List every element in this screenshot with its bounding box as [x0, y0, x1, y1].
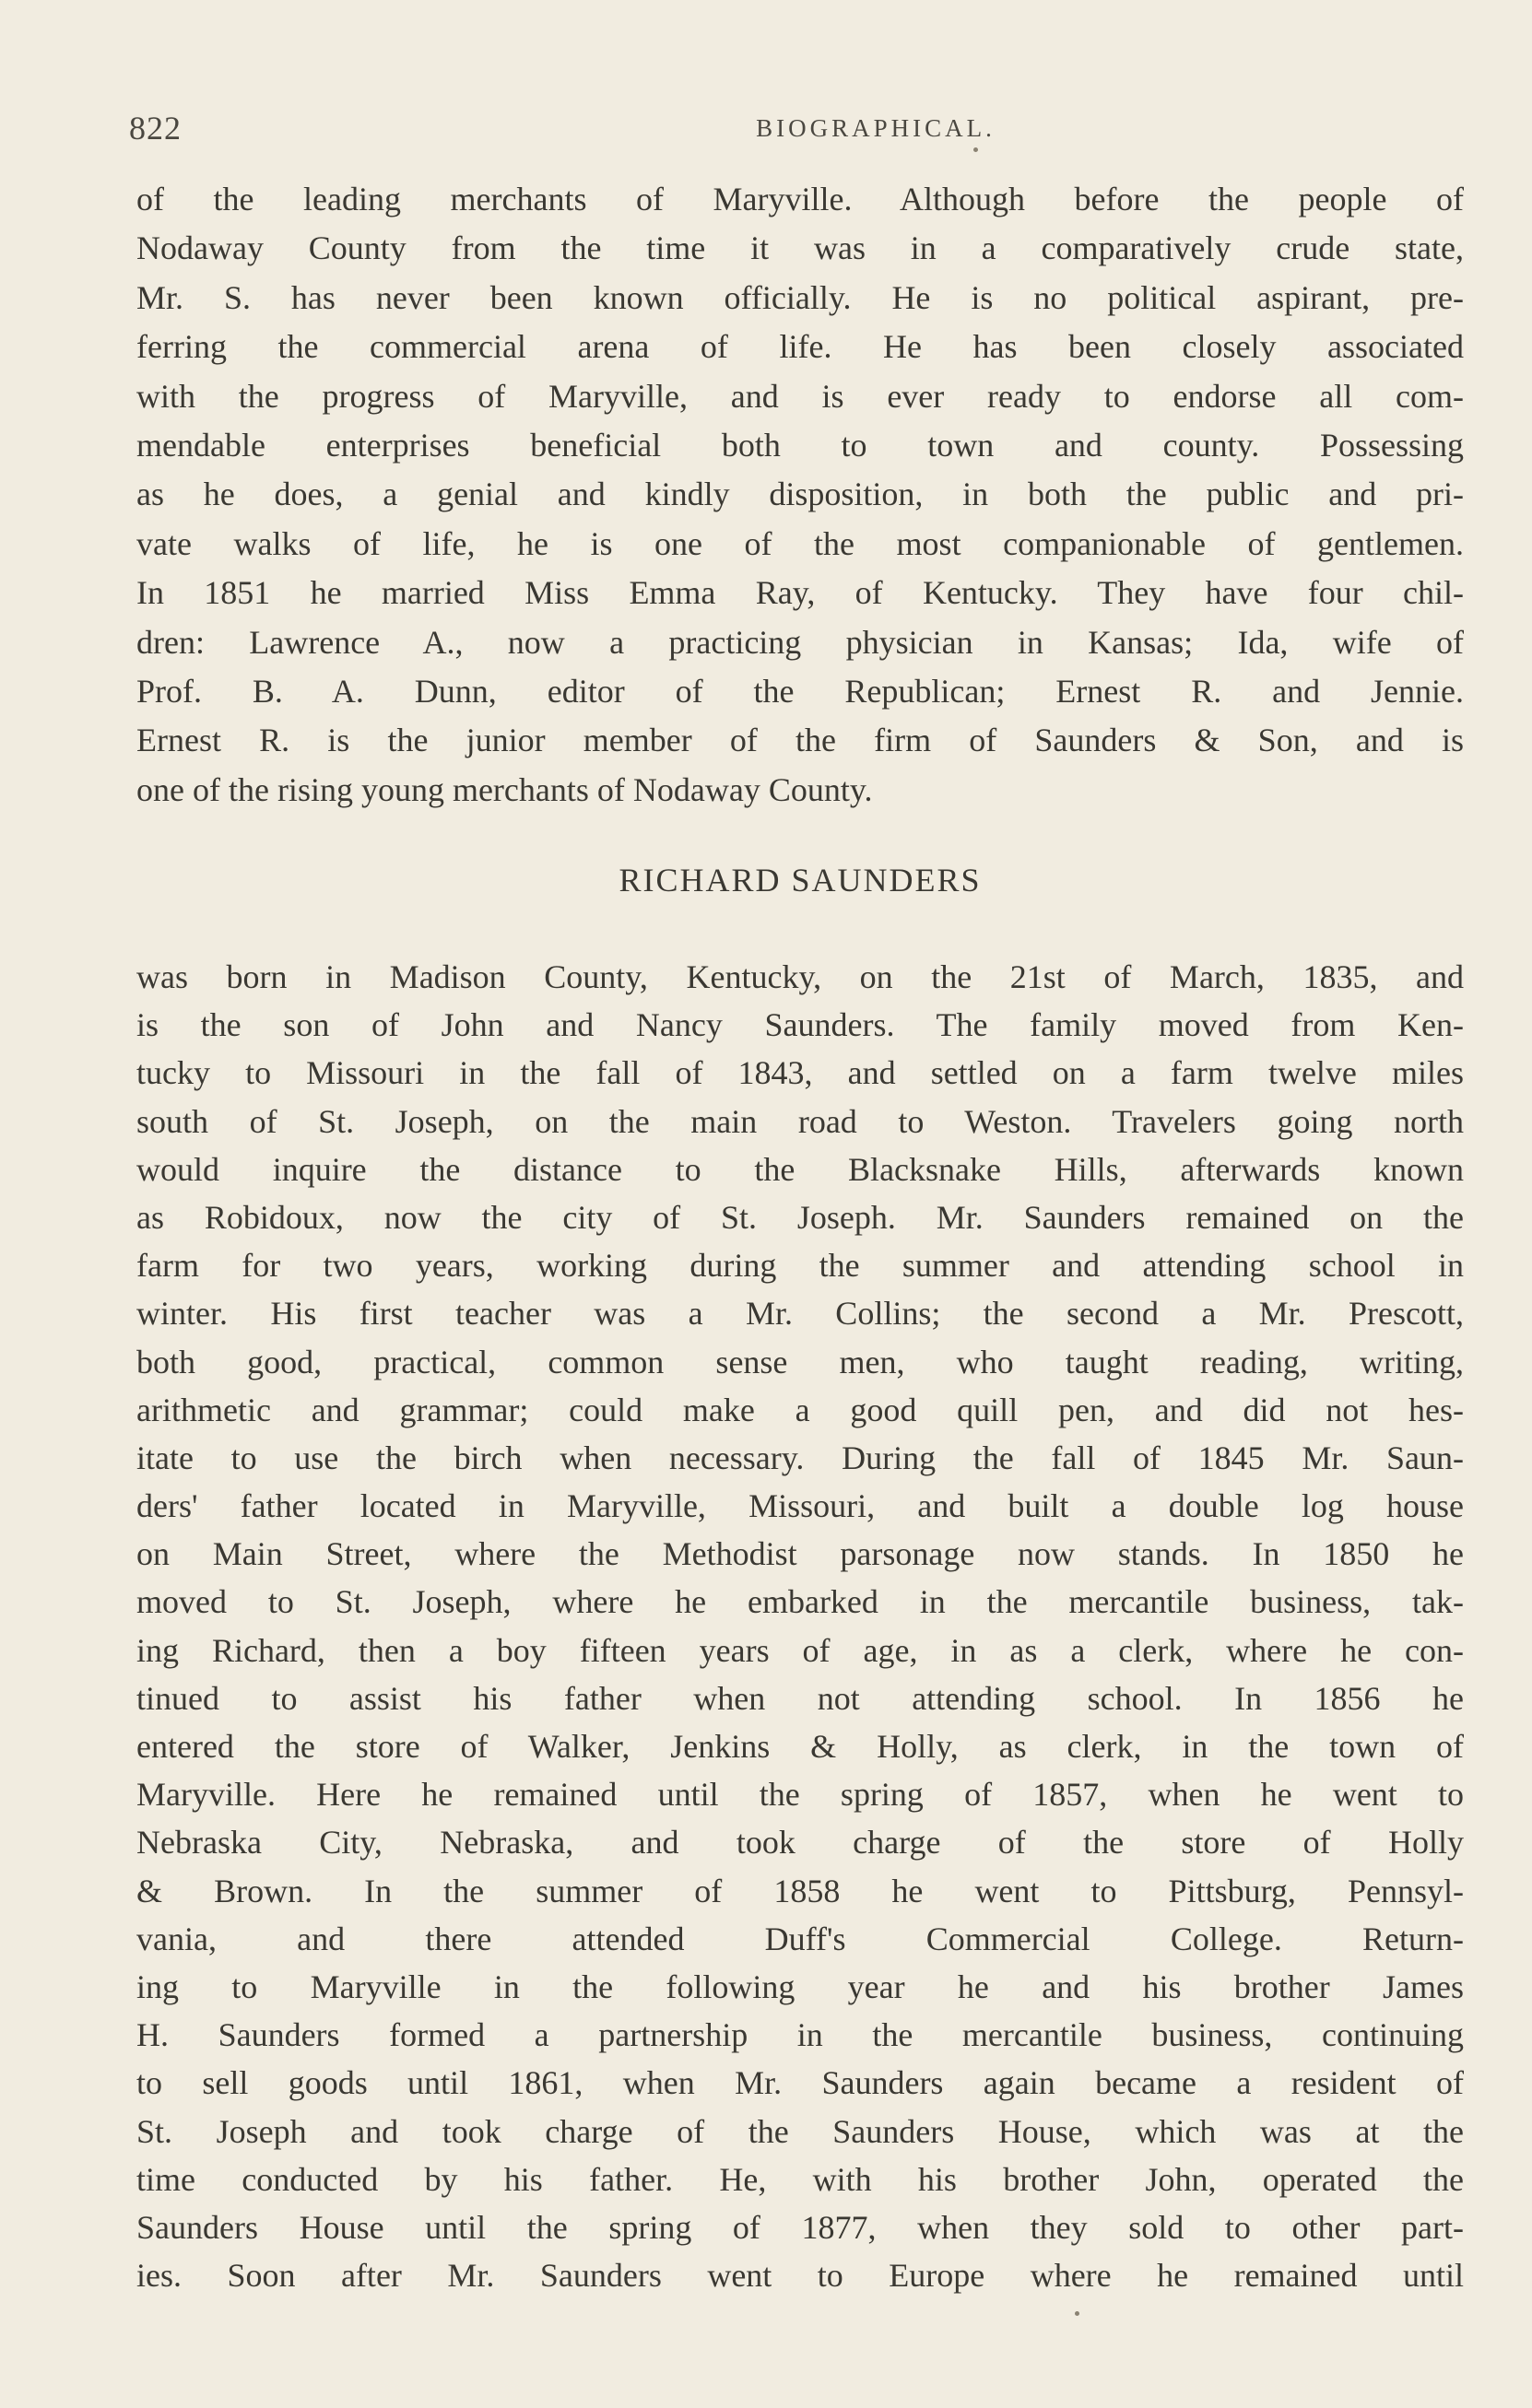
text-line: moved to St. Joseph, where he embarked in the mercantile business, tak- [136, 1583, 1464, 1621]
text-line: was born in Madison County, Kentucky, on the 21st of March, 1835, and [136, 958, 1464, 995]
text-line: Maryville. Here he remained until the spring of 1857, when he went to [136, 1776, 1464, 1814]
page-header [129, 109, 1456, 164]
page-number: 822 [129, 110, 182, 147]
text-line: as he does, a genial and kindly disposition, in both the public and pri- [136, 476, 1464, 513]
text-line: south of St. Joseph, on the main road to Weston. Travelers going north [136, 1102, 1464, 1140]
text-line: dren: Lawrence A., now a practicing physician in Kansas; Ida, wife of [136, 623, 1464, 661]
text-line: ing Richard, then a boy fifteen years of age, in as a clerk, where he con- [136, 1631, 1464, 1669]
text-line: mendable enterprises beneficial both to town and county. Possessing [136, 426, 1464, 464]
text-line: In 1851 he married Miss Emma Ray, of Kentucky. They have four chil- [136, 574, 1464, 612]
text-line: Mr. S. has never been known officially. He is no political aspirant, pre- [136, 278, 1464, 316]
text-line: ies. Soon after Mr. Saunders went to Europe where he remained until [136, 2257, 1464, 2295]
text-line: ferring the commercial arena of life. He has been closely associated [136, 328, 1464, 366]
text-line: ing to Maryville in the following year he and his brother James [136, 1968, 1464, 2005]
text-line: St. Joseph and took charge of the Saunders House, which was at the [136, 2112, 1464, 2150]
text-line: vania, and there attended Duff's Commercial College. Return- [136, 1920, 1464, 1957]
paragraph-biography [136, 953, 1464, 2299]
paragraph-continuation [136, 175, 1464, 815]
text-line: of the leading merchants of Maryville. Although before the people of [136, 181, 1464, 217]
text-line: tucky to Missouri in the fall of 1843, and settled on a farm twelve miles [136, 1054, 1464, 1092]
text-line: to sell goods until 1861, when Mr. Saunders again became a resident of [136, 2064, 1464, 2102]
text-line: farm for two years, working during the summer and attending school in [136, 1247, 1464, 1285]
text-line: & Brown. In the summer of 1858 he went to Pittsburg, Pennsyl- [136, 1872, 1464, 1909]
text-line: one of the rising young merchants of Nodaway County. [136, 770, 873, 808]
text-line: H. Saunders formed a partnership in the mercantile business, continuing [136, 2016, 1464, 2054]
text-line: vate walks of life, he is one of the most companionable of gentlemen. [136, 524, 1464, 562]
text-line: Ernest R. is the junior member of the firm of Saunders & Son, and is [136, 722, 1464, 759]
text-line: on Main Street, where the Methodist parsonage now stands. In 1850 he [136, 1535, 1464, 1573]
text-line: is the son of John and Nancy Saunders. The family moved from Ken- [136, 1006, 1464, 1044]
running-head: BIOGRAPHICAL. [756, 114, 996, 142]
text-line: Saunders House until the spring of 1877, when they sold to other part- [136, 2208, 1464, 2246]
text-line: as Robidoux, now the city of St. Joseph. Mr. Saunders remained on the [136, 1198, 1464, 1236]
text-line: itate to use the birch when necessary. During the fall of 1845 Mr. Saun- [136, 1439, 1464, 1476]
text-line: with the progress of Maryville, and is ever ready to endorse all com- [136, 377, 1464, 415]
paper-speck [973, 147, 978, 152]
section-heading: RICHARD SAUNDERS [619, 862, 982, 899]
text-line: entered the store of Walker, Jenkins & Holly, as clerk, in the town of [136, 1728, 1464, 1765]
text-line: ders' father located in Maryville, Missouri, and built a double log house [136, 1487, 1464, 1525]
text-line: winter. His first teacher was a Mr. Collins; the second a Mr. Prescott, [136, 1295, 1464, 1333]
text-line: Nodaway County from the time it was in a comparatively crude state, [136, 229, 1464, 267]
text-line: Nebraska City, Nebraska, and took charge of the store of Holly [136, 1824, 1464, 1862]
text-line: would inquire the distance to the Blacksnake Hills, afterwards known [136, 1150, 1464, 1188]
text-line: tinued to assist his father when not attending school. In 1856 he [136, 1679, 1464, 1717]
text-line: Prof. B. A. Dunn, editor of the Republican; Ernest R. and Jennie. [136, 672, 1464, 710]
text-line: both good, practical, common sense men, who taught reading, writing, [136, 1343, 1464, 1380]
text-line: arithmetic and grammar; could make a good quill pen, and did not hes- [136, 1391, 1464, 1428]
paper-speck [1075, 2311, 1079, 2316]
text-line: time conducted by his father. He, with his brother John, operated the [136, 2160, 1464, 2198]
